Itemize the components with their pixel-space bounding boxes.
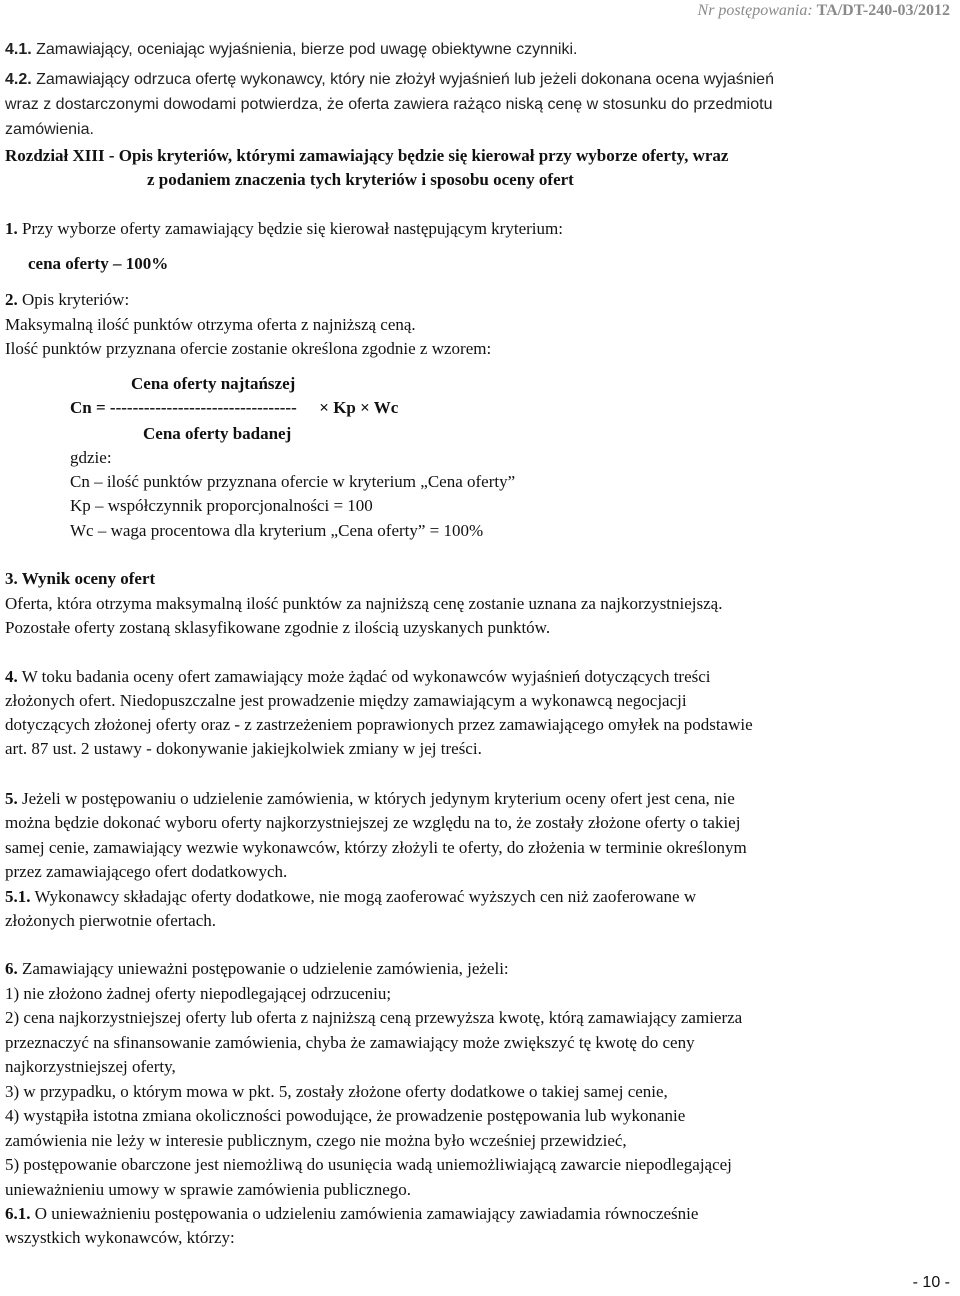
case-number: TA/DT-240-03/2012 [816,2,950,19]
paragraph-3-heading [5,567,950,591]
paragraph-text: Opis kryteriów: [17,290,130,309]
header-label: Nr postępowania: [697,2,813,19]
formula-main [70,396,960,420]
paragraph-text: W toku badania oceny ofert zamawiający może żądać od wykonawców wyjaśnień dotyczących treści [17,667,711,686]
paragraph-1 [5,217,950,241]
formula-wc: Wc [373,398,399,417]
paragraph-2-line-1: Maksymalną ilość punktów otrzyma oferta z najniższą ceną. [5,315,416,334]
section-4-2-line-2: wraz z dostarczonymi dowodami potwierdza, że oferta zawiera rażąco niską cenę w stosunku do przedmiotu [5,96,773,113]
paragraph-6-item-5-line-2: unieważnieniu umowy w sprawie zamówienia publicznego. [5,1180,411,1199]
section-4-2-line-1 [5,68,950,92]
paragraph-6-item-4-line-2: zamówienia nie leży w interesie publicznym, czego nie można było wcześniej przewidzieć, [5,1131,627,1150]
formula-left: Cn = --------------------------------- [70,398,297,417]
paragraph-2-line-2: Ilość punktów przyznana ofercie zostanie określona zgodnie z wzorem: [5,339,492,358]
paragraph-6-item-2-line-3: najkorzystniejszej oferty, [5,1057,176,1076]
formula-def-cn: Cn – ilość punktów przyznana ofercie w kryterium „Cena oferty” [70,472,516,491]
section-text: Zamawiający odrzuca ofertę wykonawcy, który nie złożył wyjaśnień lub jeżeli dokonana ocena wyjaśnień [31,71,774,88]
formula-where: gdzie: [70,448,112,467]
paragraph-text: O unieważnieniu postępowania o udzieleniu zamówienia zamawiający zawiadamia równocześnie [30,1204,699,1223]
page-header [698,2,950,20]
paragraph-2 [5,288,950,312]
paragraph-6-1-line-2: wszystkich wykonawców, którzy: [5,1228,235,1247]
section-text: Zamawiający, oceniając wyjaśnienia, bierze pod uwagę obiektywne czynniki. [31,41,578,58]
paragraph-text: Jeżeli w postępowaniu o udzielenie zamówienia, w których jedynym kryterium oceny ofert jest cena, nie [17,789,735,808]
paragraph-6-item-5-line-1: 5) postępowanie obarczone jest niemożliwą do usunięcia wadą uniemożliwiającą zawarcie niepodlegającej [5,1155,732,1174]
paragraph-number: 5.1. [5,887,31,906]
chapter-title-line-1: Rozdział XIII - Opis kryteriów, którymi zamawiający będzie się kierował przy wyborze oferty, wraz [5,146,729,165]
paragraph-5-1-line-2: złożonych pierwotnie ofertach. [5,911,216,930]
paragraph-5-line-1 [5,787,950,811]
section-number: 4.2. [5,71,32,88]
paragraph-6-item-1: 1) nie złożono żadnej oferty niepodlegającej odrzuceniu; [5,984,392,1003]
paragraph-6-intro [5,957,950,981]
paragraph-6-item-2-line-1: 2) cena najkorzystniejszej oferty lub oferta z najniższą ceną przewyższa kwotę, którą zamawiający zamierza [5,1008,743,1027]
paragraph-number: 6.1. [5,1204,31,1223]
formula-denominator: Cena oferty badanej [143,424,292,443]
paragraph-text: Wykonawcy składając oferty dodatkowe, nie mogą zaoferować wyższych cen niż zaoferowane w [30,887,697,906]
paragraph-6-item-2-line-2: przeznaczyć na sfinansowanie zamówienia, chyba że zamawiający może zwiększyć tę kwotę do ceny [5,1033,695,1052]
multiply-icon: × [360,398,370,417]
formula-def-wc: Wc – waga procentowa dla kryterium „Cena oferty” = 100% [70,521,484,540]
paragraph-number: 4. [5,667,18,686]
page-number: - 10 - [912,1274,950,1291]
paragraph-number: 3. [5,569,18,588]
paragraph-6-1-line-1 [5,1202,950,1226]
paragraph-3-line-1: Oferta, która otrzyma maksymalną ilość punktów za najniższą cenę zostanie uznana za najkorzystniejszą. [5,594,723,613]
paragraph-4-line-1 [5,665,950,689]
section-4-1 [5,38,950,62]
formula-numerator: Cena oferty najtańszej [131,374,296,393]
paragraph-3-line-2: Pozostałe oferty zostaną sklasyfikowane zgodnie z ilością uzyskanych punktów. [5,618,551,637]
paragraph-4-line-4: art. 87 ust. 2 ustawy - dokonywanie jakiejkolwiek zmiany w jej treści. [5,739,482,758]
paragraph-text: Zamawiający unieważni postępowanie o udzielenie zamówienia, jeżeli: [17,959,509,978]
paragraph-number: 6. [5,959,18,978]
chapter-title-line-2: z podaniem znaczenia tych kryteriów i sposobu oceny ofert [147,170,574,189]
paragraph-4-line-3: dotyczących złożonej oferty oraz - z zastrzeżeniem poprawionych przez zamawiającego omyłek na podstawie [5,715,753,734]
multiply-icon: × [319,398,329,417]
paragraph-5-1-line-1 [5,885,950,909]
paragraph-5-line-3: samej cenie, zamawiający wezwie wykonawców, którzy złożyli te oferty, do złożenia w terminie określonym [5,838,747,857]
paragraph-6-item-3: 3) w przypadku, o którym mowa w pkt. 5, zostały złożone oferty dodatkowe o takiej samej cenie, [5,1082,668,1101]
paragraph-number: 1. [5,219,18,238]
paragraph-number: 2. [5,290,18,309]
formula-def-kp: Kp – współczynnik proporcjonalności = 100 [70,496,373,515]
paragraph-6-item-4-line-1: 4) wystąpiła istotna zmiana okoliczności powodujące, że prowadzenie postępowania lub wykonanie [5,1106,686,1125]
paragraph-text: Przy wyborze oferty zamawiający będzie się kierował następującym kryterium: [17,219,563,238]
section-number: 4.1. [5,41,32,58]
criterion-label: cena oferty – 100% [28,254,169,273]
formula-kp: Kp [333,398,356,417]
section-4-2-line-3: zamówienia. [5,121,94,138]
paragraph-title: Wynik oceny ofert [17,569,156,588]
paragraph-5-line-4: przez zamawiającego ofert dodatkowych. [5,862,288,881]
paragraph-4-line-2: złożonych ofert. Niedopuszczalne jest prowadzenie między zamawiającym a wykonawcą negocjacji [5,691,687,710]
paragraph-5-line-2: można będzie dokonać wyboru oferty najkorzystniejszej ze względu na to, że zostały złożone oferty o takiej [5,813,741,832]
paragraph-number: 5. [5,789,18,808]
